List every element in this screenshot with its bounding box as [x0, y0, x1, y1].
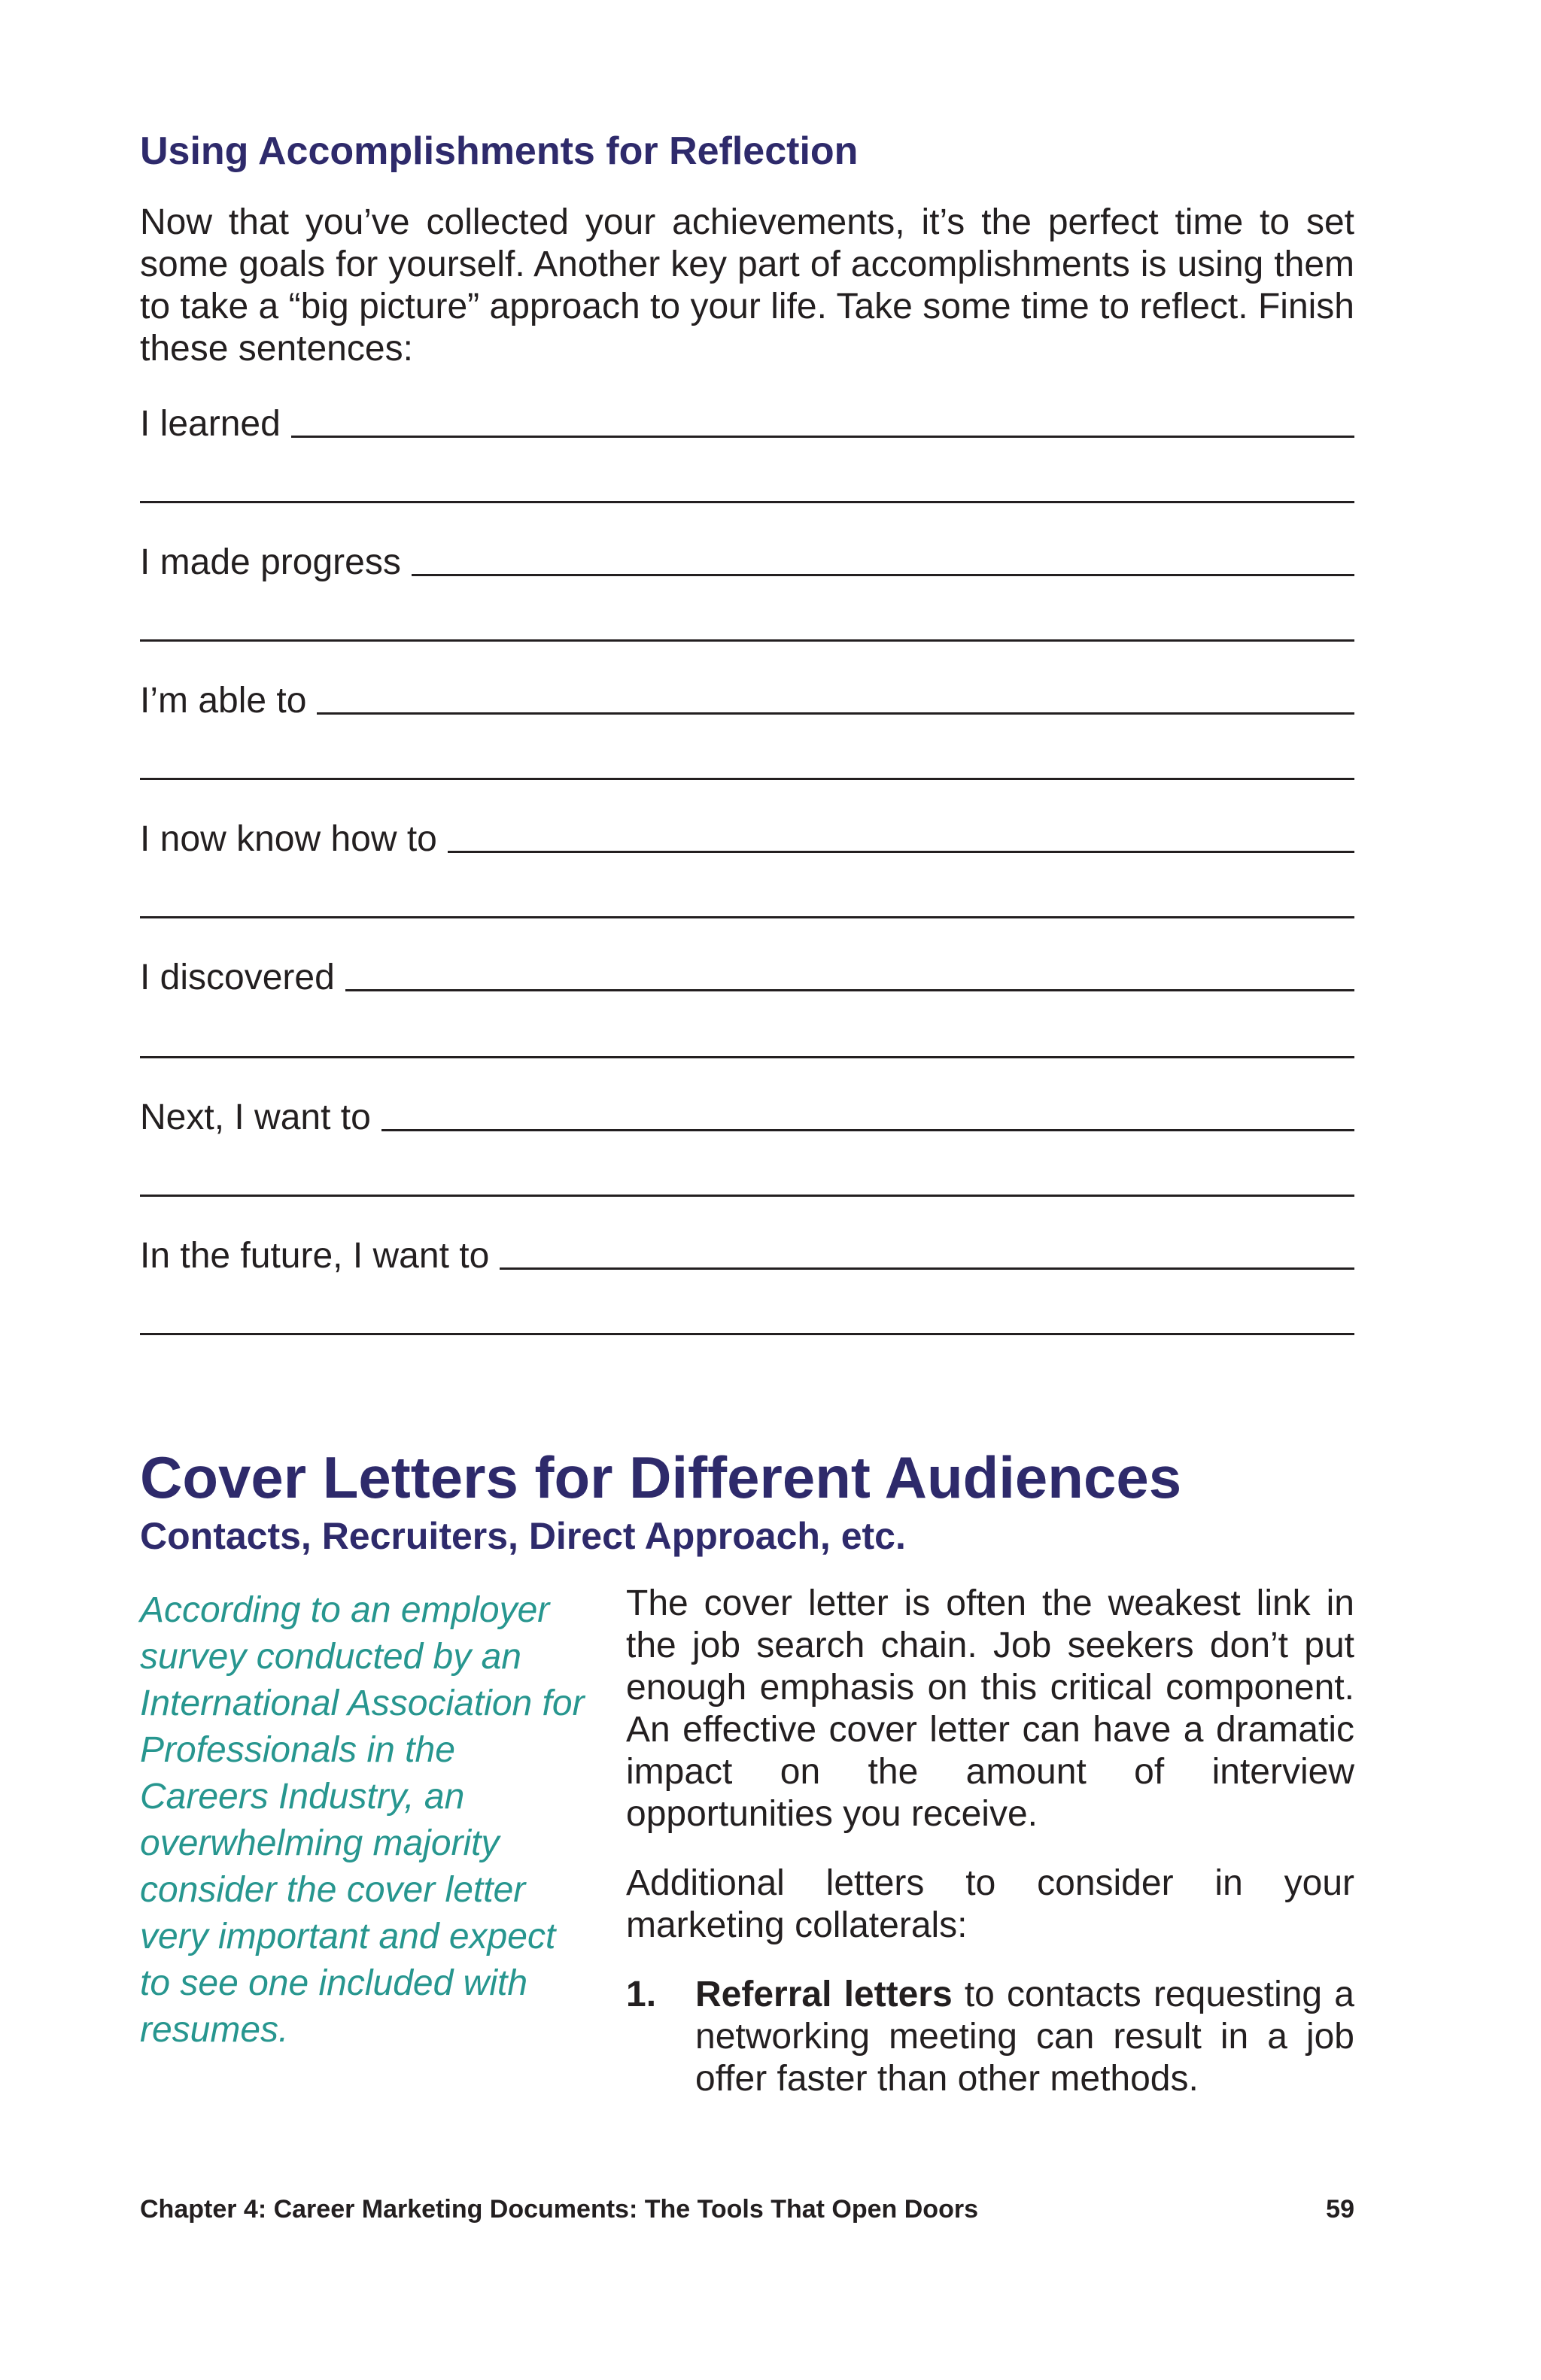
prompt-row-know-how[interactable]	[140, 814, 1354, 861]
prompt-row-learned[interactable]	[140, 399, 1354, 445]
answer-line[interactable]	[317, 712, 1354, 715]
answer-line-continuation[interactable]	[140, 501, 1354, 503]
list-item-description: to contacts requesting a networking meeting can result in a job offer faster than other methods.	[695, 1975, 1354, 2099]
prompt-row-future[interactable]	[140, 1231, 1354, 1277]
page-footer	[140, 2195, 1354, 2224]
answer-line-continuation[interactable]	[140, 916, 1354, 918]
body-paragraph: The cover letter is often the weakest link in the job search chain. Job seekers don’t put enough emphasis on this critical component. An effective cover letter can have a dramatic impact on the amount of interview opportunities you receive.	[626, 1583, 1354, 1834]
page	[140, 0, 1354, 2380]
prompt-label: Next, I want to	[140, 1097, 371, 1137]
reflection-heading: Using Accomplishments for Reflection	[140, 129, 859, 173]
answer-line[interactable]	[291, 436, 1354, 438]
answer-line-continuation[interactable]	[140, 1056, 1354, 1058]
prompt-label: I’m able to	[140, 681, 307, 721]
body-paragraph: Additional letters to consider in your marketing collaterals:	[626, 1863, 1354, 1945]
cover-letters-subheading: Contacts, Recruiters, Direct Approach, etc.	[140, 1515, 906, 1557]
prompt-row-able-to[interactable]	[140, 675, 1354, 722]
prompt-label: I learned	[140, 404, 281, 444]
list-item-term: Referral letters	[695, 1975, 953, 2014]
prompt-label: In the future, I want to	[140, 1236, 490, 1276]
list-item	[626, 1974, 1354, 2100]
answer-line-continuation[interactable]	[140, 1333, 1354, 1335]
answer-line[interactable]	[500, 1267, 1354, 1270]
answer-line[interactable]	[448, 851, 1354, 853]
answer-line[interactable]	[381, 1129, 1354, 1131]
list-number: 1.	[626, 1975, 657, 2014]
answer-line-continuation[interactable]	[140, 1195, 1354, 1197]
cover-letters-heading: Cover Letters for Different Audiences	[140, 1444, 1182, 1510]
prompt-label: I made progress	[140, 542, 401, 582]
prompt-row-next[interactable]	[140, 1092, 1354, 1139]
page-number: 59	[1326, 2195, 1354, 2224]
prompt-label: I now know how to	[140, 819, 437, 859]
list-text	[695, 1974, 1354, 2100]
prompt-row-made-progress[interactable]	[140, 537, 1354, 584]
answer-line[interactable]	[412, 574, 1354, 576]
prompt-label: I discovered	[140, 958, 335, 997]
footer-chapter-title: Chapter 4: Career Marketing Documents: The Tools That Open Doors	[140, 2195, 978, 2224]
answer-line[interactable]	[345, 989, 1354, 991]
prompt-row-discovered[interactable]	[140, 952, 1354, 999]
answer-line-continuation[interactable]	[140, 639, 1354, 642]
answer-line-continuation[interactable]	[140, 778, 1354, 780]
reflection-intro: Now that you’ve collected your achievements, it’s the perfect time to set some goals for yourself. Another key part of accomplishments is using them to take a “big picture” approach to your life. Take some time to reflect. Finish these sentences:	[140, 202, 1354, 369]
sidebar-quote: According to an employer survey conducted by an International Association for Professionals in the Careers Industry, an overwhelming majority consider the cover letter very important and expect to see one included with resumes.	[140, 1590, 585, 2050]
body-column	[626, 1583, 1354, 2100]
